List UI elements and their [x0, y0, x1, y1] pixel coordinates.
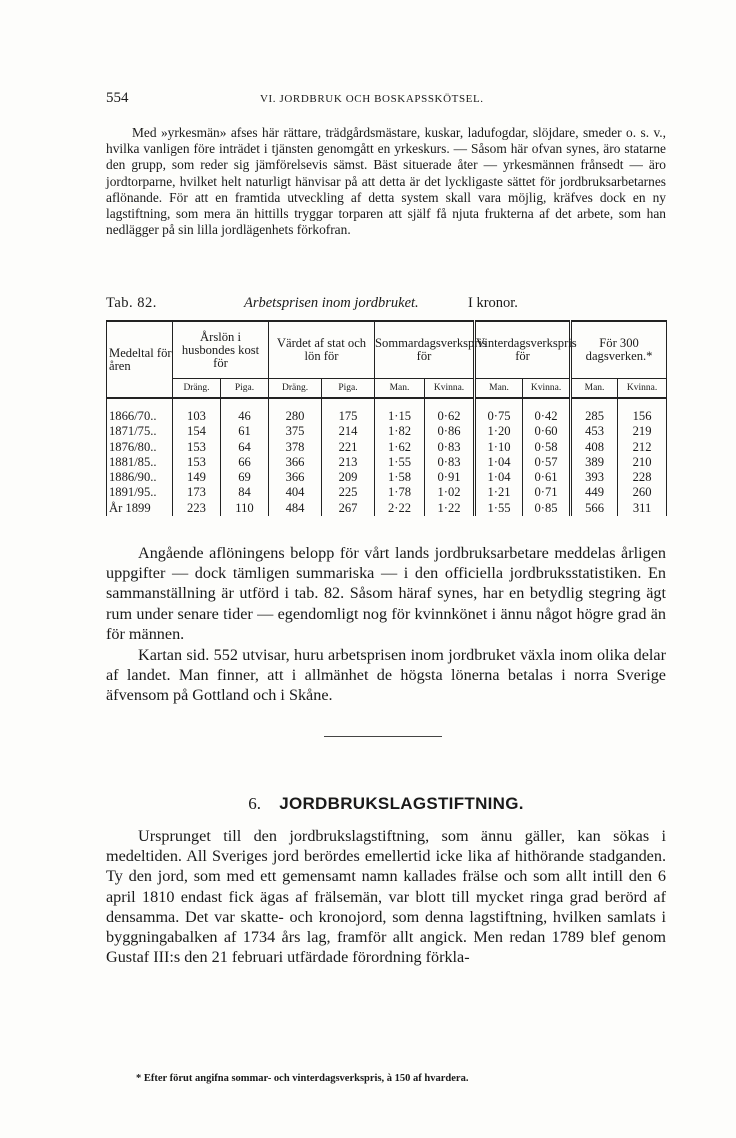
subheader: Kvinna. — [425, 379, 475, 399]
table-cell: 404 — [269, 485, 322, 500]
table-cell: 212 — [618, 440, 667, 455]
table-cell: 375 — [269, 424, 322, 439]
row-year: 1871/75.. — [107, 424, 173, 439]
row-year: 1891/95.. — [107, 485, 173, 500]
wage-table-container — [106, 320, 666, 516]
table-cell: 228 — [618, 470, 667, 485]
table-cell: 267 — [322, 501, 375, 516]
table-cell: 1·55 — [375, 455, 425, 470]
table-cell: 221 — [322, 440, 375, 455]
table-cell: 0·83 — [425, 455, 475, 470]
table-cell: 1·82 — [375, 424, 425, 439]
table-subheader-row — [107, 379, 667, 399]
subheader: Kvinna. — [618, 379, 667, 399]
table-cell: 1·55 — [475, 501, 523, 516]
row-year: 1866/70.. — [107, 398, 173, 424]
table-cell: 103 — [173, 398, 221, 424]
page-number: 554 — [106, 90, 129, 106]
table-label: Tab. 82. — [106, 295, 157, 311]
table-cell: 260 — [618, 485, 667, 500]
table-cell: 225 — [322, 485, 375, 500]
row-year: 1876/80.. — [107, 440, 173, 455]
table-group-header-row — [107, 321, 667, 379]
table-cell: 1·21 — [475, 485, 523, 500]
table-cell: 213 — [322, 455, 375, 470]
table-cell: 64 — [221, 440, 269, 455]
table-cell: 223 — [173, 501, 221, 516]
table-cell: 209 — [322, 470, 375, 485]
table-row — [107, 398, 667, 424]
table-cell: 1·62 — [375, 440, 425, 455]
table-cell: 0·60 — [523, 424, 571, 439]
table-cell: 0·91 — [425, 470, 475, 485]
table-title: Arbetsprisen inom jordbruket. — [244, 295, 419, 311]
table-cell: 0·57 — [523, 455, 571, 470]
table-cell: 1·58 — [375, 470, 425, 485]
table-cell: 153 — [173, 440, 221, 455]
group-header-summer-day: Sommardagsverkspris för — [375, 321, 475, 379]
table-cell: 408 — [571, 440, 618, 455]
table-cell: 0·61 — [523, 470, 571, 485]
table-cell: 173 — [173, 485, 221, 500]
table-cell: 366 — [269, 455, 322, 470]
paragraph-legislation: Ursprunget till den jordbrukslagstiftning, som ännu gäller, kan sökas i medeltiden. All Sveriges jord berördes emellertid icke lika af hithörande stadganden. Ty den jord, som med ett gemensamt namn kallades frälse och som allt intill den 6 april 1810 endast fick ägas af frälsemän, var blott till mycket ringa grad berörd af densamma. Det var skatte- och kronojord, som denna lagstiftning, hvilken samlats i byggningabalken af 1734 års lag, framför allt angick. Men redan 1789 blef genom Gustaf III:s den 21 februari utfärdade förordning förkla- — [106, 827, 666, 967]
table-cell: 453 — [571, 424, 618, 439]
table-cell: 66 — [221, 455, 269, 470]
group-header-winter-day: Vinterdagsverkspris för — [475, 321, 571, 379]
table-body — [107, 398, 667, 516]
table-cell: 214 — [322, 424, 375, 439]
table-row — [107, 501, 667, 516]
table-cell: 389 — [571, 455, 618, 470]
table-cell: 0·86 — [425, 424, 475, 439]
table-row — [107, 424, 667, 439]
table-cell: 153 — [173, 455, 221, 470]
table-row — [107, 440, 667, 455]
table-cell: 210 — [618, 455, 667, 470]
table-cell: 0·62 — [425, 398, 475, 424]
table-cell: 378 — [269, 440, 322, 455]
row-year: 1881/85.. — [107, 455, 173, 470]
group-header-300-days: För 300 dagsverken.* — [571, 321, 667, 379]
paragraph-wages: Angående aflöningens belopp för vårt lands jordbruksarbetare meddelas årligen uppgifter — dock tämligen summariska — i den officiella jordbruksstatistiken. En sammanställning är utförd i tab. 82. Såsom häraf synes, har en betydlig stegring ägt rum under senare tider — egendomligt nog för kvinnkönet i ännu något högre grad än för männen. — [106, 544, 666, 643]
table-cell: 175 — [322, 398, 375, 424]
subheader: Dräng. — [173, 379, 221, 399]
intro-paragraph: Med »yrkesmän» afses här rättare, trädgårdsmästare, kuskar, ladufogdar, slöjdare, smeder o. s. v., hvilka vanligen före inträdet i tjänsten genomgått en yrkeskurs. — Såsom här ofvan synes, äro statarne den grupp, som reder sig jämförelsevis sämst. Bäst situerade åter — yrkesmännen frånsedt — äro jordtorparne, hvilket helt naturligt hänvisar på att detta är det lyckligaste sättet för jordbruksarbetarnes aflönande. För att en framtida utveckling af detta system skall vara möjlig, kräfves dock en ny lagstiftning, som mera än hittills tryggar torparen att själf få njuta frukterna af det arbete, som han nedlägger på sin lilla jordlägenhets förkofran. — [106, 125, 666, 238]
table-unit: I kronor. — [468, 295, 518, 311]
section-number: 6. — [248, 794, 261, 813]
table-cell: 1·22 — [425, 501, 475, 516]
table-cell: 2·22 — [375, 501, 425, 516]
table-cell: 484 — [269, 501, 322, 516]
table-cell: 1·10 — [475, 440, 523, 455]
table-cell: 149 — [173, 470, 221, 485]
table-cell: 46 — [221, 398, 269, 424]
year-column-header: Medeltal för åren — [107, 321, 173, 398]
table-row — [107, 470, 667, 485]
table-cell: 1·02 — [425, 485, 475, 500]
subheader: Dräng. — [269, 379, 322, 399]
table-cell: 0·83 — [425, 440, 475, 455]
table-cell: 0·85 — [523, 501, 571, 516]
table-cell: 1·20 — [475, 424, 523, 439]
row-year: År 1899 — [107, 501, 173, 516]
row-year: 1886/90.. — [107, 470, 173, 485]
subheader: Piga. — [221, 379, 269, 399]
footnote: * Efter förut angifna sommar- och vinterdagsverkspris, à 150 af hvardera. — [136, 1073, 469, 1084]
table-cell: 0·75 — [475, 398, 523, 424]
subheader: Man. — [375, 379, 425, 399]
page-header — [106, 90, 666, 110]
group-header-annual-wage: Årslön i husbondes kost för — [173, 321, 269, 379]
table-cell: 154 — [173, 424, 221, 439]
table-cell: 366 — [269, 470, 322, 485]
table-cell: 1·78 — [375, 485, 425, 500]
wage-table — [106, 320, 667, 516]
table-cell: 1·04 — [475, 470, 523, 485]
subheader: Man. — [571, 379, 618, 399]
table-row — [107, 455, 667, 470]
subheader: Man. — [475, 379, 523, 399]
table-cell: 0·71 — [523, 485, 571, 500]
running-head: VI. JORDBRUK OCH BOSKAPSSKÖTSEL. — [260, 93, 484, 105]
group-header-stat-value: Värdet af stat och lön för — [269, 321, 375, 379]
subheader: Kvinna. — [523, 379, 571, 399]
table-cell: 69 — [221, 470, 269, 485]
section-title: JORDBRUKSLAGSTIFTNING. — [279, 794, 524, 813]
table-cell: 1·15 — [375, 398, 425, 424]
table-cell: 0·42 — [523, 398, 571, 424]
table-cell: 285 — [571, 398, 618, 424]
section-heading — [106, 794, 666, 814]
table-cell: 393 — [571, 470, 618, 485]
table-cell: 0·58 — [523, 440, 571, 455]
table-cell: 156 — [618, 398, 667, 424]
paragraph-map: Kartan sid. 552 utvisar, huru arbetsprisen inom jordbruket växla inom olika delar af landet. Man finner, att i allmänhet de högsta lönerna betalas i norra Sverige äfvensom på Gottland och i Skåne. — [106, 646, 666, 705]
table-cell: 311 — [618, 501, 667, 516]
section-divider — [324, 736, 442, 737]
table-cell: 1·04 — [475, 455, 523, 470]
table-cell: 449 — [571, 485, 618, 500]
table-cell: 84 — [221, 485, 269, 500]
table-cell: 566 — [571, 501, 618, 516]
table-cell: 110 — [221, 501, 269, 516]
subheader: Piga. — [322, 379, 375, 399]
table-cell: 219 — [618, 424, 667, 439]
table-cell: 280 — [269, 398, 322, 424]
table-cell: 61 — [221, 424, 269, 439]
table-row — [107, 485, 667, 500]
